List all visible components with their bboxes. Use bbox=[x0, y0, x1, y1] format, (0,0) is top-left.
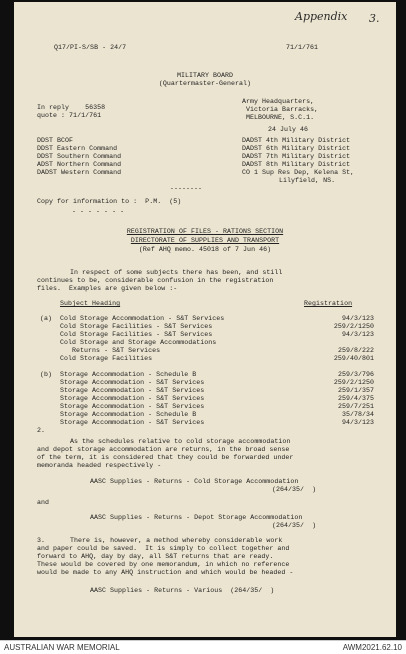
reply-line-1: In reply 56358 bbox=[37, 104, 106, 111]
paragraph-3-line: would be made to any AHQ instruction and which would be headed - bbox=[37, 569, 294, 576]
table-row-registration: 94/3/123 bbox=[341, 419, 374, 426]
address-line: Army Headquarters, bbox=[242, 98, 315, 105]
recipient-right: CO 1 Sup Res Dep, Kelena St, bbox=[242, 169, 355, 176]
recipient-right: DADST 7th Military District bbox=[242, 153, 351, 160]
paragraph-3-number: 3. bbox=[37, 537, 46, 544]
separator-line: -------- bbox=[170, 185, 203, 192]
document-subtitle: (Quartermaster-General) bbox=[158, 80, 252, 87]
footer-institution: AUSTRALIAN WAR MEMORIAL bbox=[4, 643, 120, 652]
subject-line-1: REGISTRATION OF FILES - RATIONS SECTION bbox=[126, 228, 284, 235]
paragraph-2-line: memoranda headed respectively - bbox=[37, 462, 162, 469]
memo-heading-depot-storage: AASC Supplies - Returns - Depot Storage Accommodation bbox=[90, 514, 303, 521]
recipient-right: DADST 4th Military District bbox=[242, 137, 351, 144]
address-line: Victoria Barracks, bbox=[246, 106, 319, 113]
recipient-left: DDST Eastern Command bbox=[37, 145, 118, 152]
file-reference: Q17/PI-S/SB - 24/7 bbox=[54, 44, 127, 51]
memo-heading-various: AASC Supplies - Returns - Various (264/35/ ) bbox=[90, 587, 275, 594]
document-page bbox=[14, 2, 396, 637]
memo-heading-cold-storage-ref: (264/35/ ) bbox=[272, 486, 317, 493]
table-row-registration: 259/8/222 bbox=[337, 347, 374, 354]
recipient-left: DDST Southern Command bbox=[37, 153, 122, 160]
subject-line-2: DIRECTORATE OF SUPPLIES AND TRANSPORT bbox=[130, 237, 280, 244]
copy-for-information: Copy for information to : P.M. (5) bbox=[37, 198, 182, 205]
group-b-label: (b) bbox=[40, 371, 53, 378]
column-header-registration: Registration bbox=[304, 300, 353, 307]
recipient-right: DADST 8th Military District bbox=[242, 161, 351, 168]
table-row-subject: Storage Accommodation - Schedule B bbox=[60, 371, 197, 378]
paragraph-1-line: In respect of some subjects there has been, and still bbox=[70, 269, 283, 276]
reply-line-2: quote : 71/1/761 bbox=[37, 112, 102, 119]
table-row-subject: Cold Storage Accommodation - S&T Services bbox=[60, 315, 225, 322]
table-row-subject: Storage Accommodation - S&T Services bbox=[60, 387, 205, 394]
conjunction-and: and bbox=[37, 499, 50, 506]
address-line: MELBOURNE, S.C.1. bbox=[246, 114, 315, 121]
paragraph-1-line: files. Examples are given below :- bbox=[37, 285, 178, 292]
table-row-registration: 259/1/357 bbox=[337, 387, 374, 394]
recipient-left: DADST Western Command bbox=[37, 169, 122, 176]
table-row-subject: Cold Storage Facilities - S&T Services bbox=[60, 323, 213, 330]
table-row-subject: Storage Accommodation - S&T Services bbox=[60, 403, 205, 410]
table-row-subject: Storage Accommodation - S&T Services bbox=[60, 379, 205, 386]
recipient-left: ADST Northern Command bbox=[37, 161, 122, 168]
table-row-subject: Cold Storage and Storage Accommodations bbox=[60, 339, 217, 346]
separator-line: - - - - - - - bbox=[72, 208, 125, 215]
document-date: 24 July 46 bbox=[268, 126, 309, 133]
table-row-registration: 259/4/375 bbox=[337, 395, 374, 402]
table-row-subject: Cold Storage Facilities - S&T Services bbox=[60, 331, 213, 338]
memo-heading-cold-storage: AASC Supplies - Returns - Cold Storage Accommodation bbox=[90, 478, 299, 485]
recipient-right: DADST 6th Military District bbox=[242, 145, 351, 152]
file-reference-right: 71/1/761 bbox=[286, 44, 319, 51]
handwritten-appendix-number: 3. bbox=[369, 12, 380, 25]
table-row-subject: Cold Storage Facilities bbox=[60, 355, 153, 362]
table-row-registration: 259/3/796 bbox=[337, 371, 374, 378]
handwritten-appendix-note: Appendix bbox=[295, 10, 348, 23]
recipient-right: Lilyfield, NS. bbox=[279, 177, 336, 184]
document-title: MILITARY BOARD bbox=[176, 72, 234, 79]
footer-accession-number: AWM2021.62.10 bbox=[342, 643, 402, 652]
table-row-registration: 259/2/1250 bbox=[333, 379, 374, 386]
recipient-left: DDST BCOF bbox=[37, 137, 74, 144]
paragraph-3-line: These would be covered by one memorandum, in which no reference bbox=[37, 561, 290, 568]
paragraph-3-line: and paper could be saved. It is simply to collect together and bbox=[37, 545, 290, 552]
table-row-registration: 259/2/1250 bbox=[333, 323, 374, 330]
paragraph-2-line: As the schedules relative to cold storage accommodation bbox=[70, 438, 291, 445]
table-row-subject: Returns - S&T Services bbox=[60, 347, 161, 354]
paragraph-1-line: continues to be, considerable confusion in the registration bbox=[37, 277, 274, 284]
paragraph-2-line: of the term, it is considered that they could be forwarded under bbox=[37, 454, 294, 461]
table-row-registration: 35/78/34 bbox=[341, 411, 374, 418]
table-row-registration: 94/3/123 bbox=[341, 331, 374, 338]
paragraph-3-line: forward to AHQ, day by day, all S&T returns that are ready. bbox=[37, 553, 274, 560]
table-row-subject: Storage Accommodation - S&T Services bbox=[60, 395, 205, 402]
subject-reference: (Ref AHQ memo. 45018 of 7 Jun 46) bbox=[138, 246, 272, 253]
table-row-registration: 94/3/123 bbox=[341, 315, 374, 322]
archive-footer bbox=[0, 640, 406, 654]
table-row-registration: 259/40/801 bbox=[333, 355, 374, 362]
table-row-subject: Storage Accommodation - S&T Services bbox=[60, 419, 205, 426]
table-row-registration: 259/7/251 bbox=[337, 403, 374, 410]
column-header-subject: Subject Heading bbox=[60, 300, 121, 307]
table-row-subject: Storage Accommodation - Schedule B bbox=[60, 411, 197, 418]
group-a-label: (a) bbox=[40, 315, 53, 322]
paragraph-3-line: There is, however, a method whereby considerable work bbox=[70, 537, 283, 544]
paragraph-2-number: 2. bbox=[37, 427, 46, 434]
memo-heading-depot-storage-ref: (264/35/ ) bbox=[272, 522, 317, 529]
paragraph-2-line: and depot storage accommodation are returns, in the broad sense bbox=[37, 446, 290, 453]
